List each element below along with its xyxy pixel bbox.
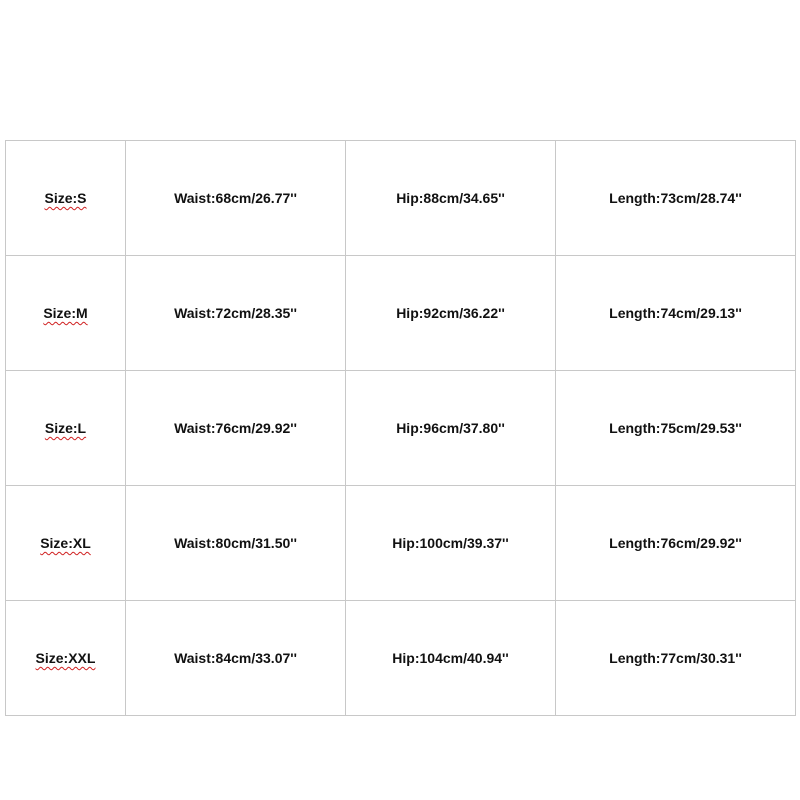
length-cell: Length:73cm/28.74'' (556, 141, 796, 256)
table-row (6, 256, 796, 371)
hip-cell: Hip:104cm/40.94'' (346, 601, 556, 716)
table-row (6, 141, 796, 256)
hip-cell: Hip:100cm/39.37'' (346, 486, 556, 601)
size-cell (6, 486, 126, 601)
size-chart-table (5, 140, 796, 716)
size-cell (6, 141, 126, 256)
length-cell: Length:77cm/30.31'' (556, 601, 796, 716)
size-cell (6, 256, 126, 371)
table-row (6, 486, 796, 601)
table-row (6, 601, 796, 716)
size-cell (6, 601, 126, 716)
hip-cell: Hip:88cm/34.65'' (346, 141, 556, 256)
length-cell: Length:75cm/29.53'' (556, 371, 796, 486)
size-label: Size:S (44, 190, 87, 206)
length-cell: Length:76cm/29.92'' (556, 486, 796, 601)
size-label: Size:M (43, 305, 88, 321)
waist-cell: Waist:76cm/29.92'' (126, 371, 346, 486)
size-label: Size:XXL (35, 650, 96, 666)
table-row (6, 371, 796, 486)
waist-cell: Waist:72cm/28.35'' (126, 256, 346, 371)
size-label: Size:XL (40, 535, 91, 551)
hip-cell: Hip:92cm/36.22'' (346, 256, 556, 371)
waist-cell: Waist:84cm/33.07'' (126, 601, 346, 716)
size-label: Size:L (44, 420, 87, 436)
length-cell: Length:74cm/29.13'' (556, 256, 796, 371)
waist-cell: Waist:68cm/26.77'' (126, 141, 346, 256)
waist-cell: Waist:80cm/31.50'' (126, 486, 346, 601)
hip-cell: Hip:96cm/37.80'' (346, 371, 556, 486)
size-cell (6, 371, 126, 486)
